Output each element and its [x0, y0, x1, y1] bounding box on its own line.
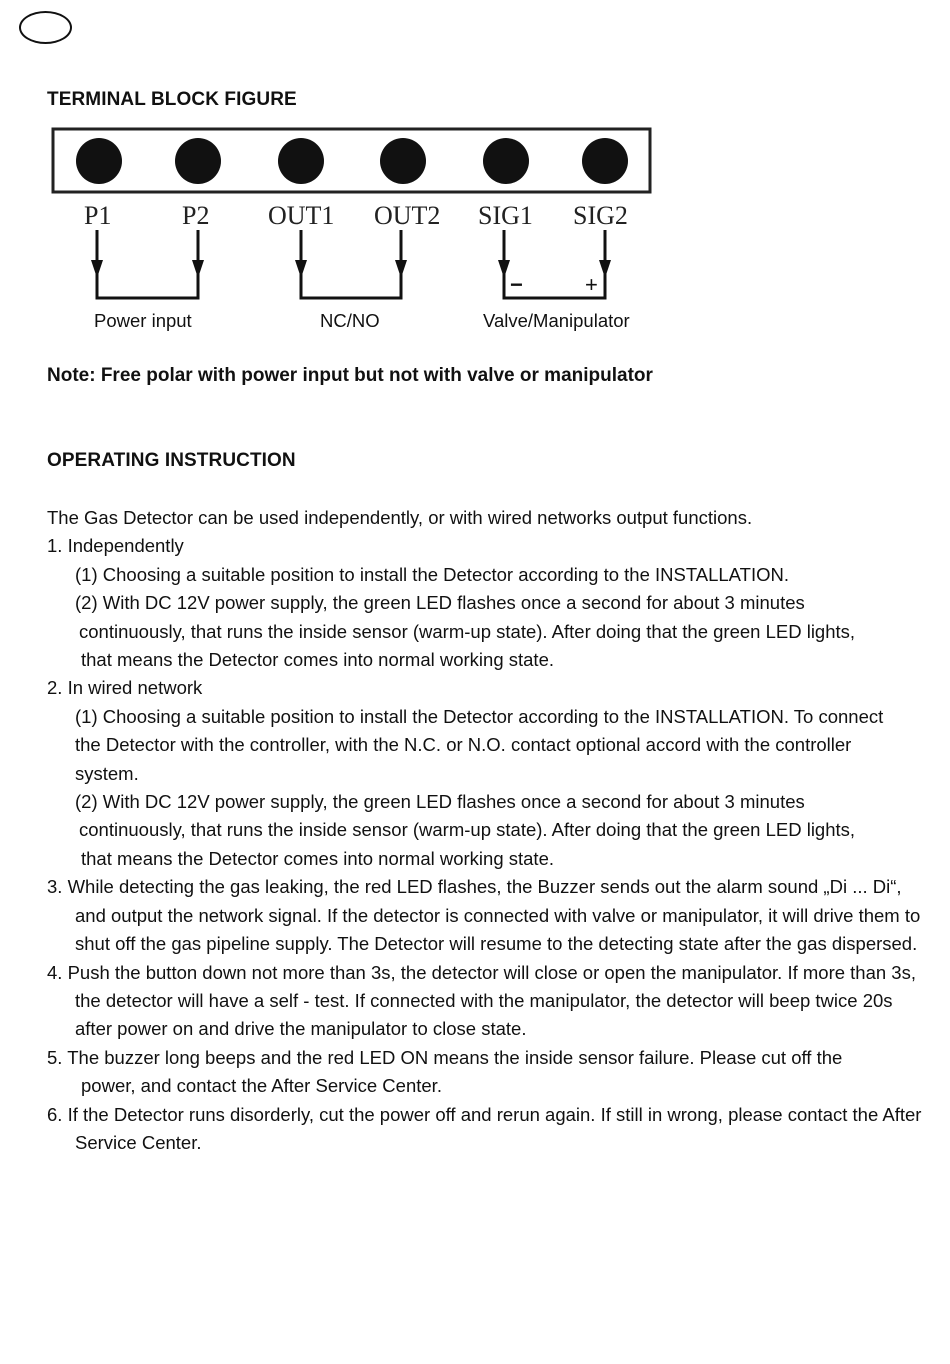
terminal-block-diagram	[40, 120, 680, 340]
terminal-label-p2: P2	[182, 201, 210, 230]
item-2-step-1-line-1: (1) Choosing a suitable position to install the Detector according to the INSTALLATION. To connect	[75, 705, 884, 727]
group-label-valve-manipulator: Valve/Manipulator	[483, 310, 630, 331]
item-4-paragraph: 4. Push the button down not more than 3s, the detector will close or open the manipulator. If more than 3s, the detector will have a self - test. If connected with the manipulator, the detector will beep twice 20s after power on and drive the manipulator to close state.	[47, 961, 916, 1040]
terminal-screws	[76, 138, 628, 184]
terminal-label-sig2: SIG2	[573, 201, 628, 230]
item-1-step-2-line-3: that means the Detector comes into normal working state.	[81, 649, 554, 671]
item-1-step-2-line-1: (2) With DC 12V power supply, the green LED flashes once a second for about 3 minutes	[75, 592, 805, 614]
screw-p1	[76, 138, 122, 184]
item-5-line-2: power, and contact the After Service Center.	[81, 1075, 442, 1097]
wiring	[97, 230, 605, 298]
terminal-block-box	[53, 129, 650, 192]
item-1-title: 1. Independently	[47, 535, 184, 557]
polarity-minus: −	[510, 272, 523, 297]
item-2-step-2-line-2: continuously, that runs the inside sensor (warm-up state). After doing that the green LED lights,	[79, 819, 856, 841]
terminal-label-p1: P1	[84, 201, 112, 230]
item-2-step-2-line-1: (2) With DC 12V power supply, the green LED flashes once a second for about 3 minutes	[75, 791, 805, 813]
polarity-note: Note: Free polar with power input but not with valve or manipulator	[47, 365, 653, 386]
item-2-step-1-line-3: system.	[75, 762, 139, 784]
wire-power	[97, 230, 198, 298]
terminal-block-heading: TERMINAL BLOCK FIGURE	[47, 89, 297, 110]
item-2-step-2-line-3: that means the Detector comes into normal working state.	[81, 847, 554, 869]
arrow-out1	[295, 260, 307, 278]
screw-p2	[175, 138, 221, 184]
item-3-paragraph: 3. While detecting the gas leaking, the red LED flashes, the Buzzer sends out the alarm sound „Di ... Di“, and output the network signal. If the detector is connected with valve or manipulator, it will drive them to shut off the gas pipeline supply. The Detector will resume to the detecting state after the gas dispersed.	[47, 876, 921, 955]
item-5-line-1: 5. The buzzer long beeps and the red LED ON means the inside sensor failure. Please cut off the	[47, 1046, 843, 1068]
intro-paragraph: The Gas Detector can be used independently, or with wired networks output functions.	[47, 507, 753, 528]
screw-sig2	[582, 138, 628, 184]
item-2-title: 2. In wired network	[47, 677, 203, 699]
polarity-plus: +	[585, 272, 598, 297]
item-1-step-2-line-2: continuously, that runs the inside sensor (warm-up state). After doing that the green LED lights,	[79, 620, 856, 642]
terminal-label-out2: OUT2	[374, 201, 441, 230]
arrow-sig2	[599, 260, 611, 278]
group-label-power-input: Power input	[94, 310, 192, 331]
group-label-nc-no: NC/NO	[320, 310, 380, 331]
arrow-sig1	[498, 260, 510, 278]
terminal-label-sig1: SIG1	[478, 201, 533, 230]
item-1-step-1: (1) Choosing a suitable position to install the Detector according to the INSTALLATION.	[75, 563, 789, 585]
operating-instructions-body	[47, 504, 927, 1157]
item-6-paragraph: 6. If the Detector runs disorderly, cut the power off and rerun again. If still in wrong, please contact the After Service Center.	[47, 1103, 922, 1153]
wire-arrows	[91, 260, 611, 278]
wire-ncno	[301, 230, 401, 298]
screw-out2	[380, 138, 426, 184]
operating-instruction-heading: OPERATING INSTRUCTION	[47, 450, 296, 471]
arrow-out2	[395, 260, 407, 278]
screw-sig1	[483, 138, 529, 184]
terminal-label-out1: OUT1	[268, 201, 335, 230]
screw-out1	[278, 138, 324, 184]
page-marker-oval	[19, 11, 72, 44]
item-2-step-1-line-2: the Detector with the controller, with the N.C. or N.O. contact optional accord with the controller	[75, 734, 852, 756]
arrow-p2	[192, 260, 204, 278]
arrow-p1	[91, 260, 103, 278]
